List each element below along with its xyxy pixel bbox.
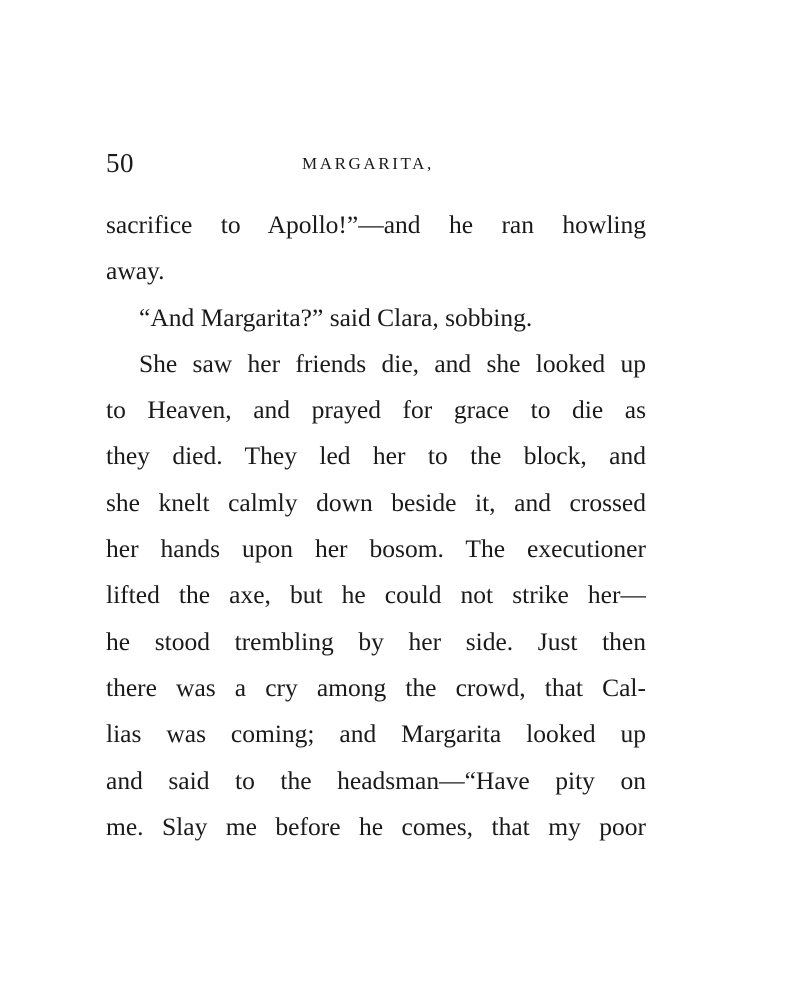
text-line: She saw her friends die, and she looked up [139,348,646,378]
body-text [106,202,646,850]
text-line: lias was coming; and Margarita looked up [106,719,646,749]
text-line: sacrifice to Apollo!”—and he ran howling [106,210,646,239]
text-line: and said to the headsman—“Have pity on [106,765,646,795]
text-line: “And Margarita?” said Clara, sobbing. [139,302,533,332]
text-line: her hands upon her bosom. The executioner [106,534,646,564]
text-line: there was a cry among the crowd, that Cal- [106,672,646,702]
text-line: to Heaven, and prayed for grace to die as [106,395,646,425]
text-line: away. [106,256,165,286]
text-line: they died. They led her to the block, and [106,441,646,471]
page-number: 50 [106,148,134,178]
text-line: he stood trembling by her side. Just then [106,626,646,656]
running-title: MARGARITA, [302,154,434,173]
text-line: she knelt calmly down beside it, and crossed [106,487,646,517]
running-head [106,146,646,180]
text-line: lifted the axe, but he could not strike her— [106,580,646,610]
text-line: me. Slay me before he comes, that my poor [106,811,646,841]
